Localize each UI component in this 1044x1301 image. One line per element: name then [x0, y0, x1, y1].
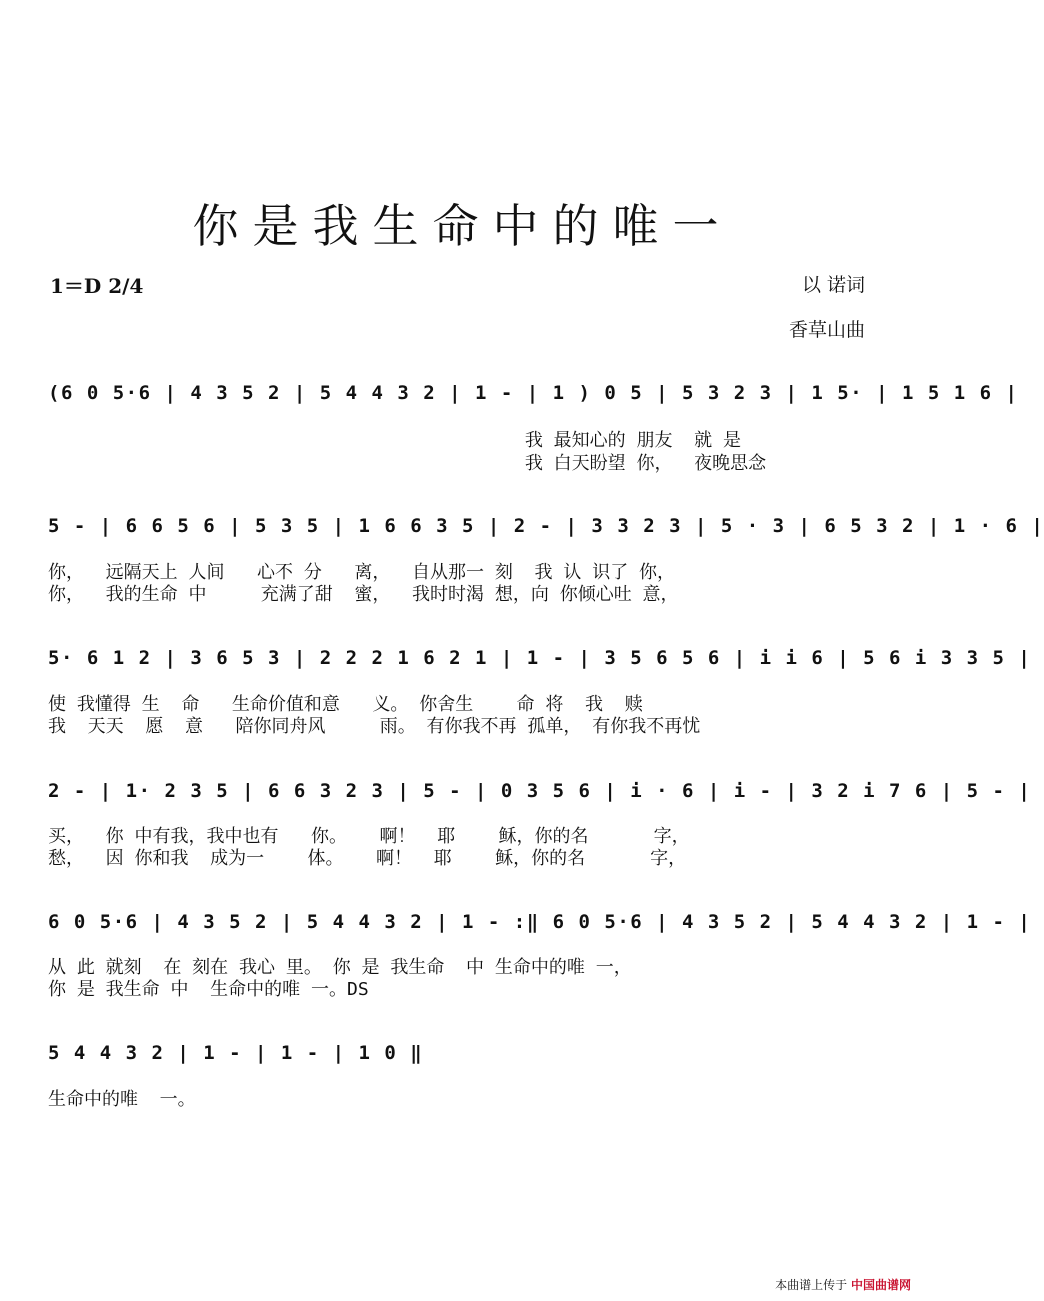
notation-line-1: (6 0 5·6 | 4 3 5 2 | 5 4 4 3 2 | 1 - | 1 ) 0 5 | 5 3 2 3 | 1 5· | 1 5 1 6 | — [48, 382, 1019, 404]
lyrics-line-3-verse-2: 我 天天 愿 意 陪你同舟风 雨。 有你我不再 孤单， 有你我不再忧 — [48, 716, 701, 737]
footer-brand-logo[interactable]: 中国曲谱网 — [850, 1278, 911, 1292]
key-signature: 1＝D 2/4 — [50, 274, 144, 298]
lyrics-line-4-verse-1: 买， 你 中有我，我中也有 你。 啊！ 耶 稣，你的名 字， — [48, 826, 690, 847]
notation-line-4: 2 - | 1· 2 3 5 | 6 6 3 2 3 | 5 - | 0 3 5 6 | i · 6 | i - | 3 2 i 7 6 | 5 - | — [48, 780, 1032, 802]
notation-line-2: 5 - | 6 6 5 6 | 5 3 5 | 1 6 6 3 5 | 2 - | 3 3 2 3 | 5 · 3 | 6 5 3 2 | 1 · 6 | — [48, 515, 1044, 537]
lyrics-line-1-verse-1: 我 最知心的 朋友 就 是 — [48, 430, 742, 451]
lyrics-line-3-verse-1: 使 我懂得 生 命 生命价值和意 义。 你舍生 命 将 我 赎 — [48, 694, 643, 715]
notation-line-3: 5· 6 1 2 | 3 6 5 3 | 2 2 2 1 6 2 1 | 1 - | 3 5 6 5 6 | i i 6 | 5 6 i 3 3 5 | — [48, 647, 1032, 669]
footer-text: 本曲谱上传于 — [775, 1278, 848, 1292]
lyrics-line-5-verse-2: 你 是 我生命 中 生命中的唯 一。DS — [48, 979, 369, 1000]
lyrics-line-1-verse-2: 我 白天盼望 你， 夜晚思念 — [48, 453, 767, 474]
source-footer — [775, 1276, 911, 1293]
notation-line-5: 6 0 5·6 | 4 3 5 2 | 5 4 4 3 2 | 1 - :‖ 6 0 5·6 | 4 3 5 2 | 5 4 4 3 2 | 1 - | — [48, 911, 1032, 933]
lyrics-line-6-verse-1: 生命中的唯 一。 — [48, 1089, 196, 1110]
song-title: 你是我生命中的唯一 — [192, 199, 733, 253]
lyricist: 以 诺词 — [801, 274, 865, 296]
composer: 香草山曲 — [788, 319, 865, 341]
lyrics-line-2-verse-2: 你， 我的生命 中 充满了甜 蜜， 我时时渴 想，向 你倾心吐 意， — [48, 584, 679, 605]
lyrics-line-2-verse-1: 你， 远隔天上 人间 心不 分 离， 自从那一 刻 我 认 识了 你， — [48, 562, 676, 583]
lyrics-line-5-verse-1: 从 此 就刻 在 刻在 我心 里。 你 是 我生命 中 生命中的唯 一， — [48, 957, 632, 978]
notation-line-6: 5 4 4 3 2 | 1 - | 1 - | 1 0 ‖ — [48, 1042, 424, 1064]
lyrics-line-4-verse-2: 愁， 因 你和我 成为一 体。 啊！ 耶 稣，你的名 字， — [48, 848, 687, 869]
